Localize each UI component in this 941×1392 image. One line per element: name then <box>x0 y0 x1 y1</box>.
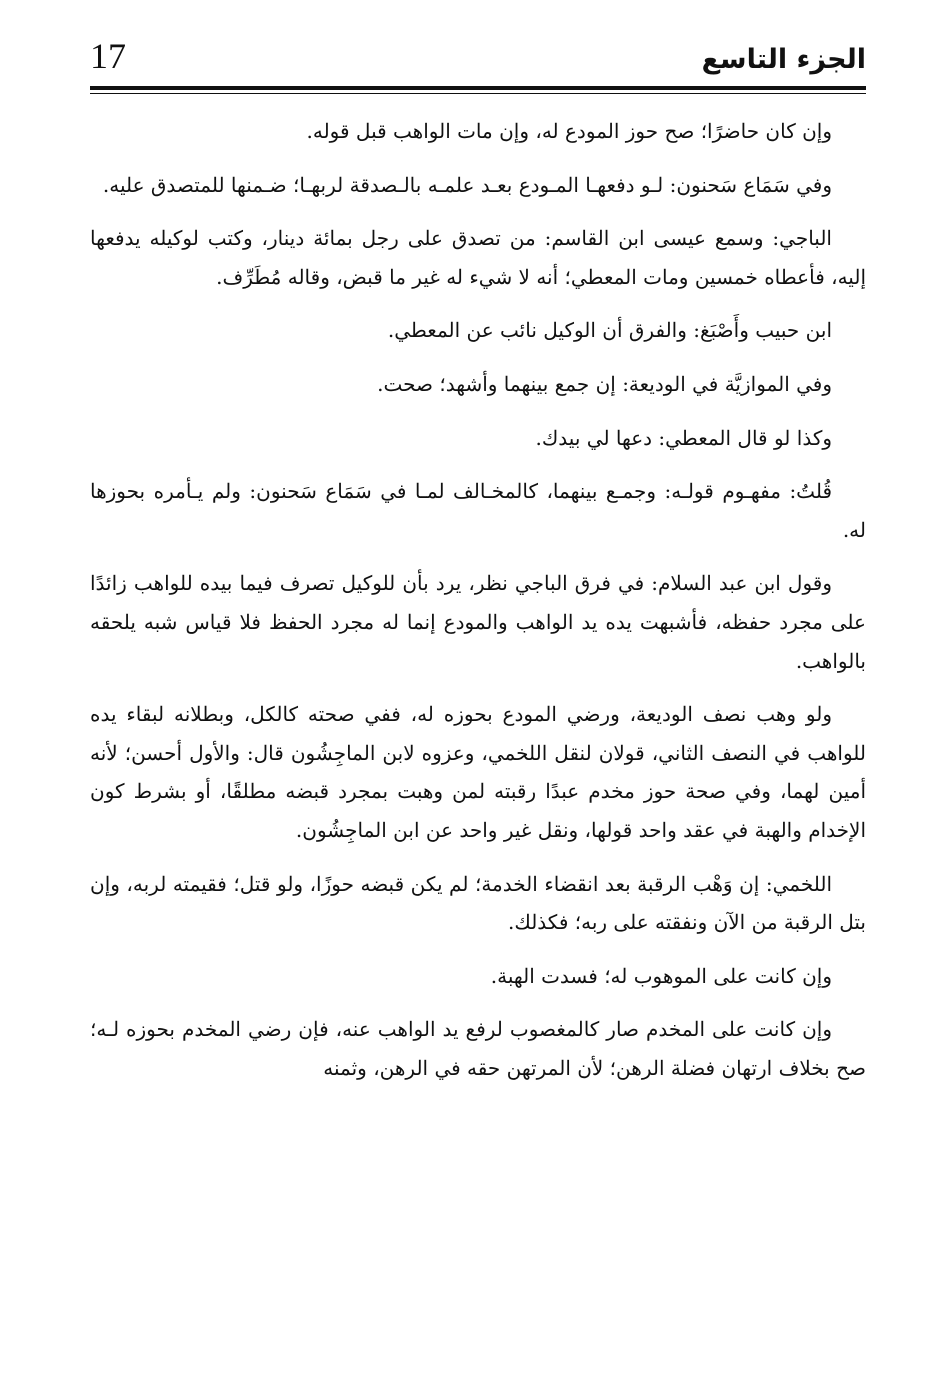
paragraph: وإن كانت على المخدم صار كالمغصوب لرفع يد الواهب عنه، فإن رضي المخدم بحوزه لـه؛ صح بخلاف ارتهان فضلة الرهن؛ لأن المرتهن حقه في الرهن، وثمنه <box>90 1017 866 1080</box>
header-rule-thick <box>90 86 866 90</box>
page-number: 17 <box>90 36 126 76</box>
paragraph: وفي سَمَاع سَحنون: لـو دفعهـا المـودع بعـد علمـه بالـصدقة لربهـا؛ ضـمنها للمتصدق عليه. <box>102 172 832 197</box>
paragraph: ولو وهب نصف الوديعة، ورضي المودع بحوزه له، ففي صحته كالكل، وبطلانه لبقاء يده للواهب في النصف الثاني، قولان لنقل اللخمي، وعزوه لابن الماجِشُون قال: والأول أحسن؛ لأنه أمين لهما، وفي صحة حوز مخدم عبدًا رقبته لمن وهبت بمجرد قبضه مطلقًا، أو بشرط كون الإخدام والهبة في عقد واحد قولها، ونقل غير واحد عن ابن الماجِشُون. <box>90 702 866 842</box>
body-text <box>90 112 866 1102</box>
paragraph: وإن كانت على الموهوب له؛ فسدت الهبة. <box>490 963 832 988</box>
paragraph: وإن كان حاضرًا؛ صح حوز المودع له، وإن مات الواهب قبل قوله. <box>306 119 832 143</box>
paragraph: قُلتُ: مفهـوم قولـه: وجمـع بينهما، كالمخـالف لمـا في سَمَاع سَحنون: ولم يـأمره بحوزها له. <box>90 479 866 542</box>
paragraph: اللخمي: إن وَهْب الرقبة بعد انقضاء الخدمة؛ لم يكن قبضه حوزًا، ولو قتل؛ فقيمته لربه، وإن بتل الرقبة من الآن ونفقته على ربه؛ فكذلك. <box>90 871 866 935</box>
paragraph: وفي الموازيَّة في الوديعة: إن جمع بينهما وأشهد؛ صحت. <box>377 371 832 396</box>
running-title: الجزء التاسع <box>701 44 866 75</box>
paragraph: الباجي: وسمع عيسى ابن القاسم: من تصدق على رجل بمائة دينار، وكتب لوكيله يدفعها إليه، فأعطاه خمسين ومات المعطي؛ أنه لا شيء له غير ما قبض، وقاله مُطَرِّف. <box>90 226 866 289</box>
paragraph: وكذا لو قال المعطي: دعها لي بيدك. <box>535 425 832 450</box>
paragraph: ابن حبيب وأَصْبَغ: والفرق أن الوكيل نائب عن المعطي. <box>387 318 832 343</box>
header-rule-thin <box>90 93 866 94</box>
page-header <box>90 36 866 90</box>
paragraph: وقول ابن عبد السلام: في فرق الباجي نظر، يرد بأن للوكيل تصرف فيما بيده للواهب زائدًا على مجرد حفظه، فأشبهت يده يد الواهب والمودع إنما له مجرد الحفظ فلا قياس شبه يلحقه بالواهب. <box>90 571 866 673</box>
